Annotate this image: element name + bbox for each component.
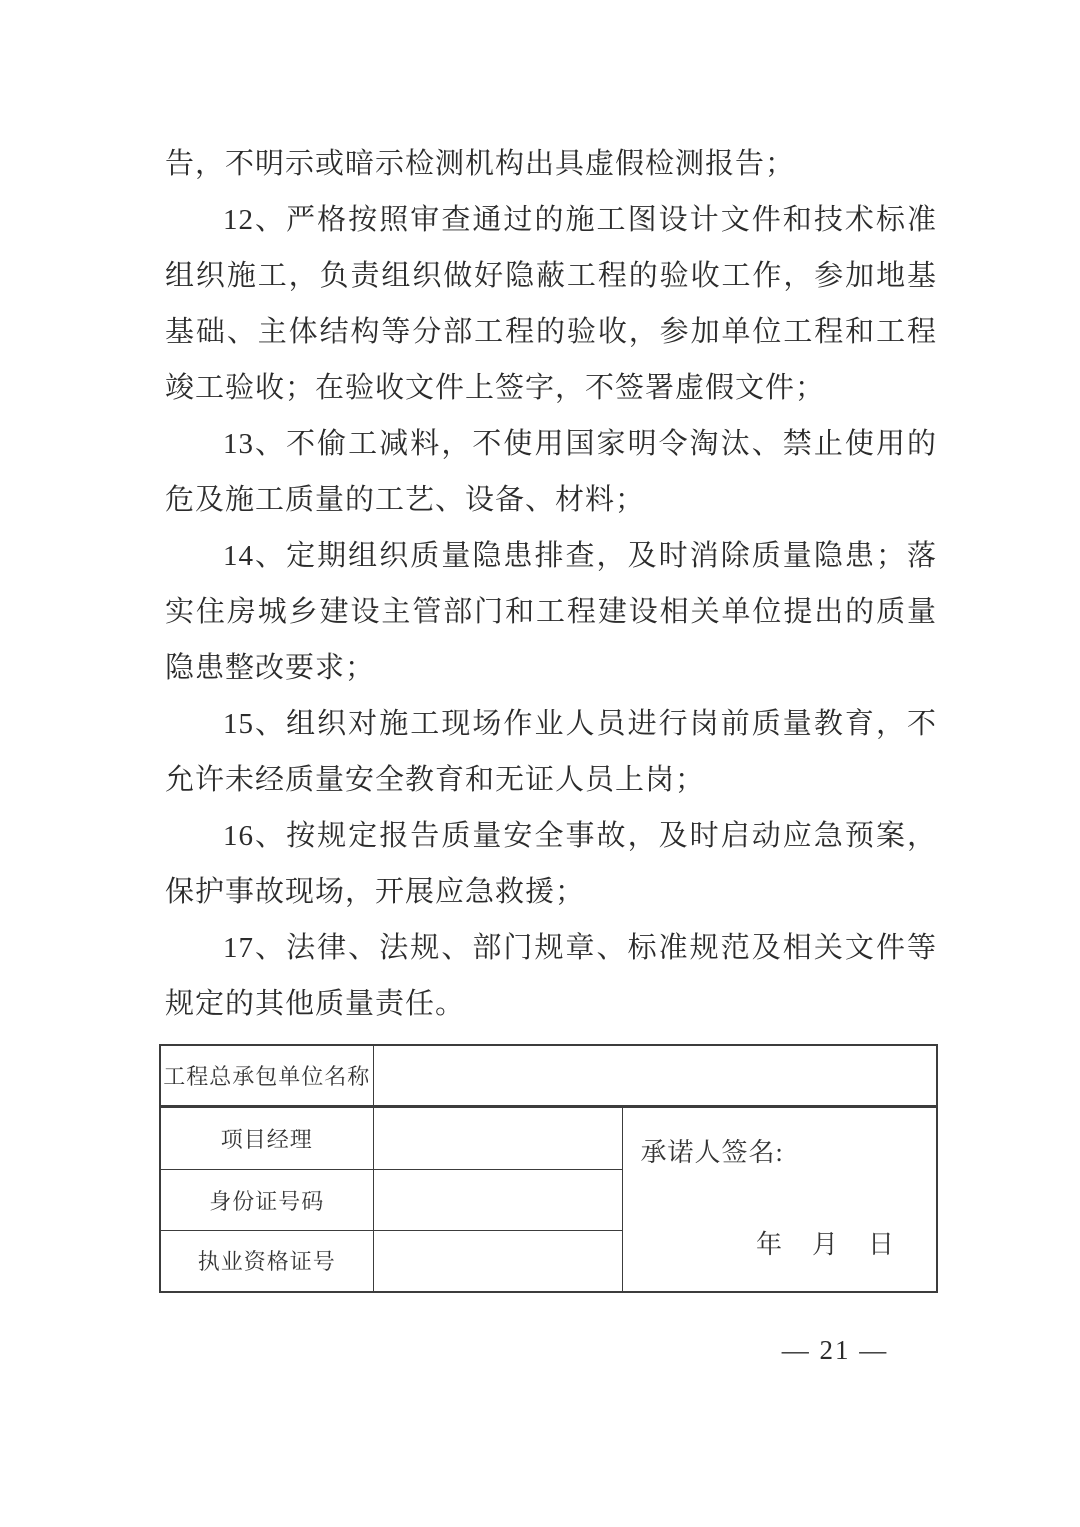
page-number: — 21 — [781,1335,889,1365]
paragraph-item-17: 17、法律、法规、部门规章、标准规范及相关文件等规定的其他质量责任。 [165,932,937,1020]
signature-cell [622,1106,937,1292]
signature-label: 承诺人签名: [640,1137,784,1167]
contractor-name-value [373,1045,937,1106]
paragraph-item-14: 14、定期组织质量隐患排查，及时消除质量隐患；落实住房城乡建设主管部门和工程建设相关单位提出的质量隐患整改要求； [165,540,937,684]
table-row-contractor [160,1045,937,1106]
project-manager-value [373,1106,622,1170]
qualification-number-value [373,1231,622,1292]
paragraph-item-13: 13、不偷工减料，不使用国家明令淘汰、禁止使用的危及施工质量的工艺、设备、材料； [165,428,937,516]
signature-table [159,1044,938,1293]
project-manager-label: 项目经理 [160,1106,373,1170]
contractor-name-label: 工程总承包单位名称 [160,1045,373,1106]
paragraph-item-16: 16、按规定报告质量安全事故，及时启动应急预案，保护事故现场，开展应急救援； [165,820,937,908]
date-line: 年 月 日 [755,1229,896,1259]
body-text [165,136,937,1032]
id-number-value [373,1170,622,1231]
paragraph-item-15: 15、组织对施工现场作业人员进行岗前质量教育，不允许未经质量安全教育和无证人员上岗； [165,708,937,796]
paragraph-item-12: 12、严格按照审查通过的施工图设计文件和技术标准组织施工，负责组织做好隐蔽工程的验收工作，参加地基基础、主体结构等分部工程的验收，参加单位工程和工程竣工验收；在验收文件上签字，不签署虚假文件； [165,204,937,404]
table-row-project-manager [160,1106,937,1170]
qualification-number-label: 执业资格证号 [160,1231,373,1292]
paragraph-continuation: 告，不明示或暗示检测机构出具虚假检测报告； [165,148,796,180]
id-number-label: 身份证号码 [160,1170,373,1231]
